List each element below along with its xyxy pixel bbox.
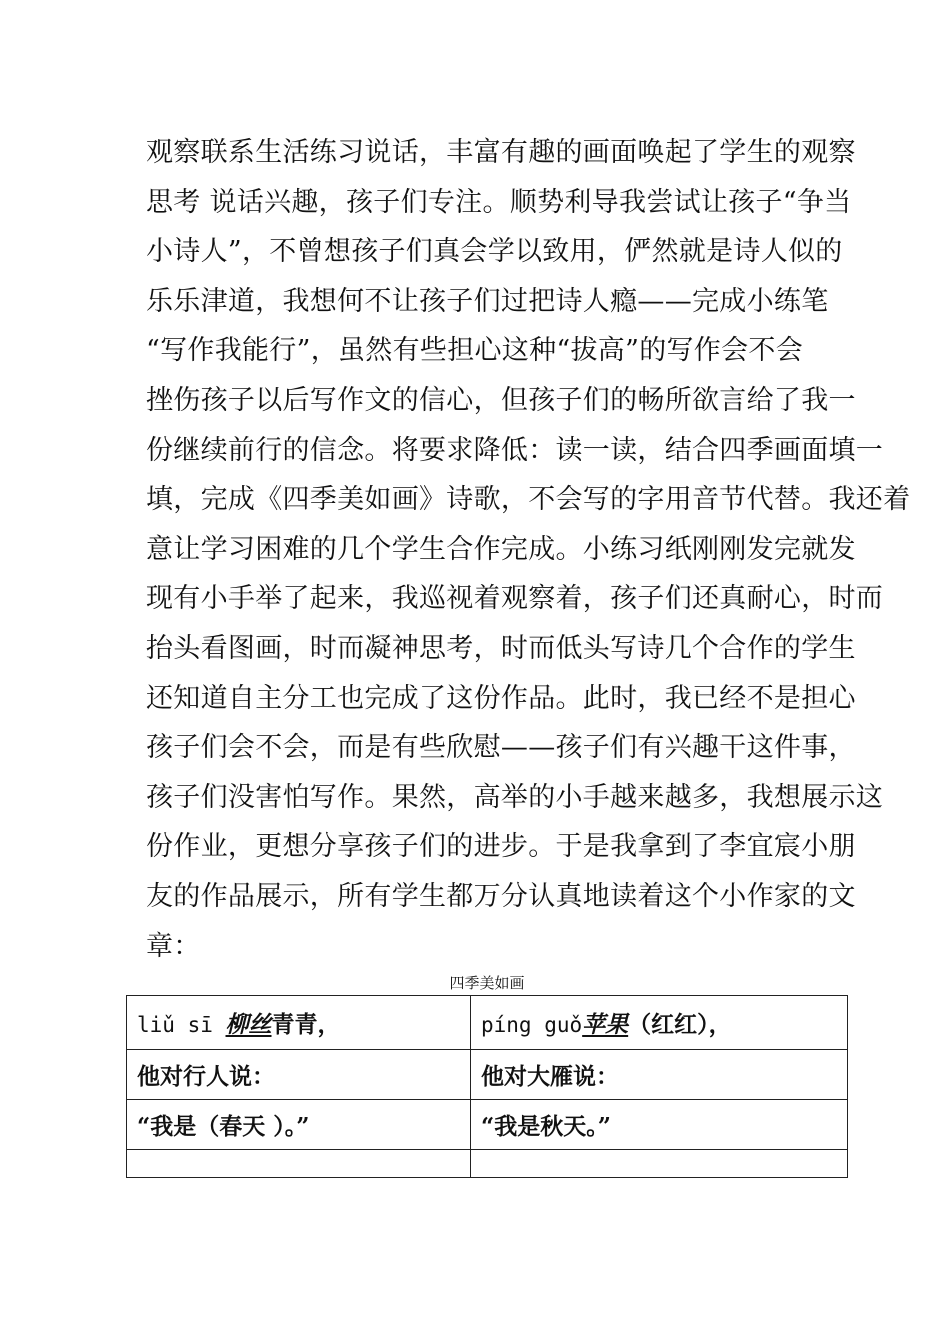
paragraph-line: 思考 说话兴趣，孩子们专注。顺势利导我尝试让孩子“争当 <box>146 186 852 218</box>
poem-cell-autumn-line2: 他对大雁说： <box>471 1050 848 1100</box>
poem-cell-spring-line1 <box>127 996 471 1050</box>
pinyin-annotation: liǔ sī <box>137 1013 226 1037</box>
poem-cell-empty <box>471 1150 848 1178</box>
paragraph-line: 小诗人”，不曾想孩子们真会学以致用，俨然就是诗人似的 <box>146 236 843 268</box>
poem-cell-spring-line3: “我是（春天 ）。” <box>127 1100 471 1150</box>
highlighted-word: 苹果 <box>582 1011 629 1038</box>
poem-title: 四季美如画 <box>449 974 525 992</box>
paragraph-line: 友的作品展示，所有学生都万分认真地读着这个小作家的文 <box>146 880 856 912</box>
paragraph-line: 孩子们没害怕写作。果然，高举的小手越来越多，我想展示这 <box>146 781 884 813</box>
paragraph-line: 抬头看图画，时而凝神思考，时而低头写诗几个合作的学生 <box>146 632 856 664</box>
paragraph-line: 观察联系生活练习说话，丰富有趣的画面唤起了学生的观察 <box>146 137 856 168</box>
poem-cell-autumn-line3: “我是秋天。” <box>471 1100 848 1150</box>
paragraph-line: 挫伤孩子以后写作文的信心，但孩子们的畅所欲言给了我一 <box>146 384 856 416</box>
body-paragraph <box>146 128 911 971</box>
highlighted-word: 柳丝 <box>225 1011 272 1038</box>
table-row <box>127 1050 848 1100</box>
paragraph-line: 份作业，更想分享孩子们的进步。于是我拿到了李宜宸小朋 <box>146 831 856 863</box>
paragraph-line: 份继续前行的信念。将要求降低：读一读，结合四季画面填一 <box>146 434 884 466</box>
paragraph-line: 乐乐津道，我想何不让孩子们过把诗人瘾——完成小练笔 <box>146 285 829 317</box>
table-row <box>127 1150 848 1178</box>
paragraph-line: 还知道自主分工也完成了这份作品。此时，我已经不是担心 <box>146 682 856 714</box>
poem-cell-autumn-line1 <box>471 996 848 1050</box>
table-row <box>127 996 848 1050</box>
paragraph-line: 填，完成《四季美如画》诗歌，不会写的字用音节代替。我还着 <box>146 484 911 516</box>
paragraph-line: 章： <box>146 930 201 962</box>
table-row <box>127 1100 848 1150</box>
poem-text: 青青， <box>271 1011 341 1038</box>
poem-cell-spring-line2: 他对行人说： <box>127 1050 471 1100</box>
paragraph-line: 孩子们会不会，而是有些欣慰——孩子们有兴趣干这件事， <box>146 732 856 764</box>
pinyin-annotation: píng guǒ <box>481 1013 583 1037</box>
paragraph-line: “写作我能行”，虽然有些担心这种“拔高”的写作会不会 <box>146 335 804 367</box>
poem-cell-empty <box>127 1150 471 1178</box>
poem-table <box>126 995 848 1178</box>
paragraph-line: 意让学习困难的几个学生合作完成。小练习纸刚刚发完就发 <box>146 533 856 565</box>
poem-text: （红红）， <box>628 1011 732 1038</box>
paragraph-line: 现有小手举了起来，我巡视着观察着，孩子们还真耐心，时而 <box>146 583 884 615</box>
